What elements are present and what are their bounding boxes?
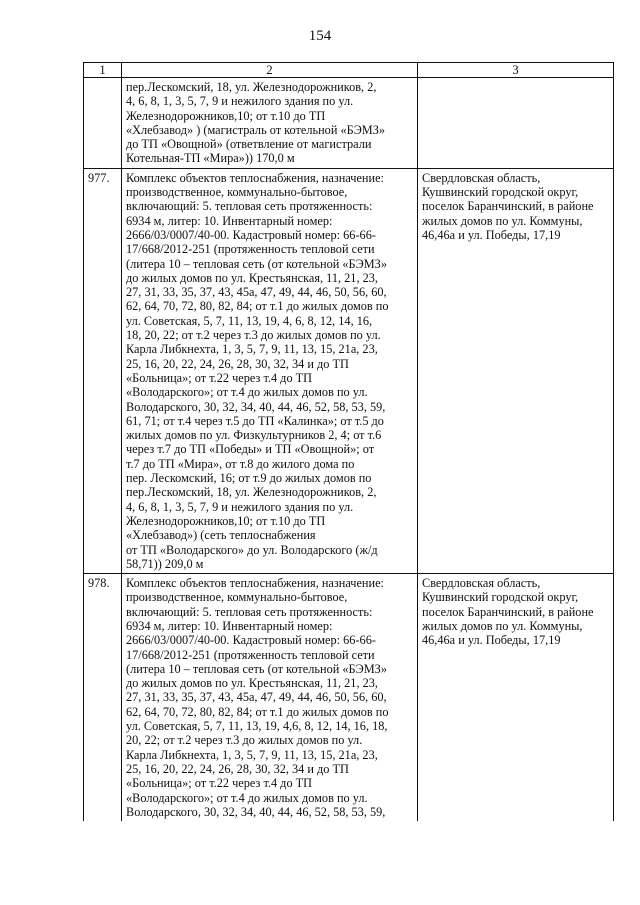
row-location: Свердловская область, Кушвинский городской округ, поселок Баранчинский, в районе жилых домов по ул. Коммуны, 46,46а и ул. Победы, 17,19 (418, 168, 614, 573)
property-table (83, 62, 614, 821)
table-row (84, 574, 614, 822)
row-location: Свердловская область, Кушвинский городской округ, поселок Баранчинский, в районе жилых домов по ул. Коммуны, 46,46а и ул. Победы, 17,19 (418, 574, 614, 822)
table-header-row (84, 63, 614, 78)
column-header-description: 2 (122, 63, 418, 78)
column-header-location: 3 (418, 63, 614, 78)
row-description: Комплекс объектов теплоснабжения, назначение: производственное, коммунально-бытовое, включающий: 5. тепловая сеть протяженность: 6934 м, литер: 10. Инвентарный номер: 2666/03/0007/40-00. Кадастровый номер: 66-66- 17/668/2012-251 (протяженность тепловой сети (литера 10 – тепловая сеть (от котельной «БЭМЗ» до жилых домов по ул. Крестьянская, 11, 21, 23, 27, 31, 33, 35, 37, 43, 45а, 47, 49, 44, 46, 50, 56, 60, 62, 64, 70, 72, 80, 82, 84; от т.1 до жилых домов по ул. Советская, 5, 7, 11, 13, 19, 4, 6, 8, 12, 14, 16, 18, 20, 22; от т.2 через т.3 до жилых домов по ул. Карла Либкнехта, 1, 3, 5, 7, 9, 11, 13, 15, 21а, 23, 25, 16, 20, 22, 24, 26, 28, 30, 32, 34 и до ТП «Больница»; от т.22 через т.4 до ТП «Володарского»; от т.4 до жилых домов по ул. Володарского, 30, 32, 34, 40, 44, 46, 52, 58, 53, 59, 61, 71; от т.4 через т.5 до ТП «Калинка»; от т.5 до жилых домов по ул. Физкультурников 2, 4; от т.6 через т.7 до ТП «Победы» и ТП «Овощной»; от т.7 до ТП «Мира», от т.8 до жилого дома по пер. Лескомский, 16; от т.9 до жилых домов по пер.Лескомский, 18, ул. Железнодорожников, 2, 4, 6, 8, 1, 3, 5, 7, 9 и нежилого здания по ул. Железнодорожников,10; от т.10 до ТП «Хлебзавод») (сеть теплоснабжения от ТП «Володарского» до ул. Володарского (ж/д 58,71)) 209,0 м (122, 168, 418, 573)
row-number (84, 78, 122, 169)
row-description: пер.Лескомский, 18, ул. Железнодорожников, 2, 4, 6, 8, 1, 3, 5, 7, 9 и нежилого здания по ул. Железнодорожников,10; от т.10 до ТП «Хлебзавод» ) (магистраль от котельной «БЭМЗ» до ТП «Овощной» (ответвление от магистрали Котельная-ТП «Мира»)) 170,0 м (122, 78, 418, 169)
row-number: 978. (84, 574, 122, 822)
row-location (418, 78, 614, 169)
column-header-number: 1 (84, 63, 122, 78)
row-description: Комплекс объектов теплоснабжения, назначение: производственное, коммунально-бытовое, включающий: 5. тепловая сеть протяженность: 6934 м, литер: 10. Инвентарный номер: 2666/03/0007/40-00. Кадастровый номер: 66-66- 17/668/2012-251 (протяженность тепловой сети (литера 10 – тепловая сеть (от котельной «БЭМЗ» до жилых домов по ул. Крестьянская, 11, 21, 23, 27, 31, 33, 35, 37, 43, 45а, 47, 49, 44, 46, 50, 56, 60, 62, 64, 70, 72, 80, 82, 84; от т.1 до жилых домов по ул. Советская, 5, 7, 11, 13, 19, 4,6, 8, 12, 14, 16, 18, 20, 22; от т.2 через т.3 до жилых домов по ул. Карла Либкнехта, 1, 3, 5, 7, 9, 11, 13, 15, 21а, 23, 25, 16, 20, 22, 24, 26, 28, 30, 32, 34 и до ТП «Больница»; от т.22 через т.4 до ТП «Володарского»; от т.4 до жилых домов по ул. Володарского, 30, 32, 34, 40, 44, 46, 52, 58, 53, 59, (122, 574, 418, 822)
page-number: 154 (308, 28, 332, 44)
table-row (84, 168, 614, 573)
table-row (84, 78, 614, 169)
row-number: 977. (84, 168, 122, 573)
